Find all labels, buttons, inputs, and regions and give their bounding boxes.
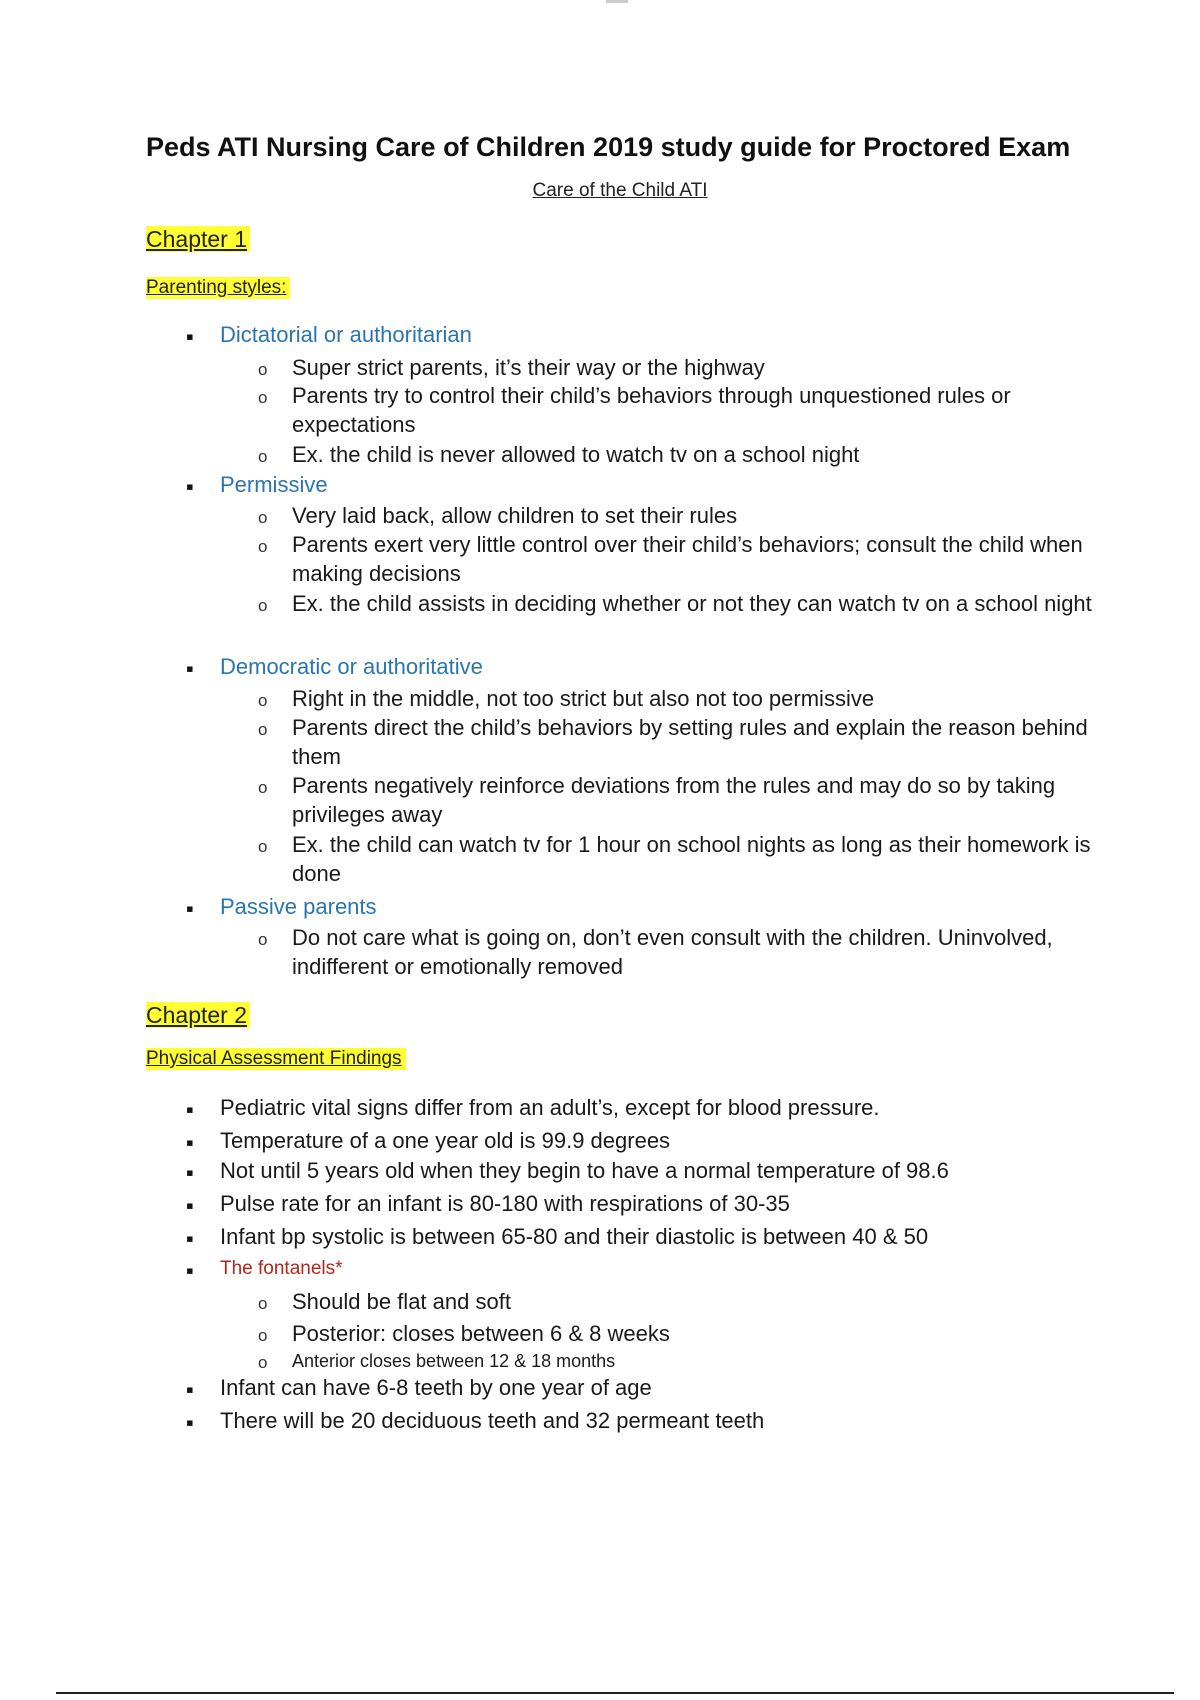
list-item: Ex. the child can watch tv for 1 hour on school nights as long as their homework is done xyxy=(292,832,1091,886)
square-bullet-icon: ▪ xyxy=(186,474,194,499)
list-item: Pediatric vital signs differ from an adult’s, except for blood pressure. xyxy=(220,1095,880,1120)
square-bullet-icon: ▪ xyxy=(186,1258,194,1283)
list-item: Parents try to control their child’s behaviors through unquestioned rules or expectations xyxy=(292,383,1011,437)
circle-bullet-icon: o xyxy=(258,596,268,615)
square-bullet-icon: ▪ xyxy=(186,1160,194,1185)
list-item: Very laid back, allow children to set their rules xyxy=(292,503,738,528)
list-item: Pulse rate for an infant is 80-180 with respirations of 30-35 xyxy=(220,1191,790,1216)
list-item: Parents exert very little control over their child’s behaviors; consult the child when making decisions xyxy=(292,532,1083,586)
circle-bullet-icon: o xyxy=(258,837,268,856)
circle-bullet-icon: o xyxy=(258,691,268,710)
list-item: Ex. the child is never allowed to watch tv on a school night xyxy=(292,442,860,467)
chapter-1-heading: Chapter 1 xyxy=(146,226,250,252)
square-bullet-icon: ▪ xyxy=(186,1410,194,1435)
square-bullet-icon: ▪ xyxy=(186,1130,194,1155)
list-item: Not until 5 years old when they begin to have a normal temperature of 98.6 xyxy=(220,1158,949,1183)
chapter-2-heading: Chapter 2 xyxy=(146,1002,250,1028)
circle-bullet-icon: o xyxy=(258,720,268,739)
list-item: Right in the middle, not too strict but also not too permissive xyxy=(292,686,875,711)
list-item: Ex. the child assists in deciding whether or not they can watch tv on a school night xyxy=(292,591,1092,616)
section-label-passive: Passive parents xyxy=(220,894,377,919)
square-bullet-icon: ▪ xyxy=(186,324,194,349)
square-bullet-icon: ▪ xyxy=(186,1377,194,1402)
section-label-permissive: Permissive xyxy=(220,472,328,497)
footer-divider xyxy=(56,1692,1174,1694)
circle-bullet-icon: o xyxy=(258,537,268,556)
circle-bullet-icon: o xyxy=(258,1326,268,1345)
circle-bullet-icon: o xyxy=(258,508,268,527)
list-item: Anterior closes between 12 & 18 months xyxy=(292,1351,616,1371)
physical-assessment-heading: Physical Assessment Findings xyxy=(146,1048,406,1070)
list-item: Parents negatively reinforce deviations from the rules and may do so by taking privileges away xyxy=(292,773,1056,827)
section-label-democratic: Democratic or authoritative xyxy=(220,654,483,679)
circle-bullet-icon: o xyxy=(258,1353,268,1372)
list-item: Posterior: closes between 6 & 8 weeks xyxy=(292,1321,670,1346)
document-subtitle: Care of the Child ATI xyxy=(532,180,708,201)
document-title: Peds ATI Nursing Care of Children 2019 study guide for Proctored Exam xyxy=(146,132,1071,162)
list-item: Should be flat and soft xyxy=(292,1289,511,1314)
square-bullet-icon: ▪ xyxy=(186,1193,194,1218)
square-bullet-icon: ▪ xyxy=(186,1226,194,1251)
list-item: Super strict parents, it’s their way or the highway xyxy=(292,355,765,380)
list-item: Do not care what is going on, don’t even consult with the children. Uninvolved, indifferent or emotionally removed xyxy=(292,925,1053,979)
circle-bullet-icon: o xyxy=(258,360,268,379)
circle-bullet-icon: o xyxy=(258,930,268,949)
square-bullet-icon: ▪ xyxy=(186,896,194,921)
circle-bullet-icon: o xyxy=(258,1294,268,1313)
top-edge-mark xyxy=(606,0,628,3)
list-item: Infant bp systolic is between 65-80 and their diastolic is between 40 & 50 xyxy=(220,1224,929,1249)
list-item: Temperature of a one year old is 99.9 degrees xyxy=(220,1128,671,1153)
square-bullet-icon: ▪ xyxy=(186,656,194,681)
square-bullet-icon: ▪ xyxy=(186,1097,194,1122)
circle-bullet-icon: o xyxy=(258,388,268,407)
circle-bullet-icon: o xyxy=(258,778,268,797)
list-item: Infant can have 6-8 teeth by one year of age xyxy=(220,1375,652,1400)
parenting-styles-heading: Parenting styles: xyxy=(146,277,290,299)
list-item: There will be 20 deciduous teeth and 32 permeant teeth xyxy=(220,1408,765,1433)
list-item: Parents direct the child’s behaviors by setting rules and explain the reason behind them xyxy=(292,715,1088,769)
section-label-fontanels: The fontanels* xyxy=(220,1258,343,1279)
circle-bullet-icon: o xyxy=(258,447,268,466)
section-label-dictatorial: Dictatorial or authoritarian xyxy=(220,322,472,347)
